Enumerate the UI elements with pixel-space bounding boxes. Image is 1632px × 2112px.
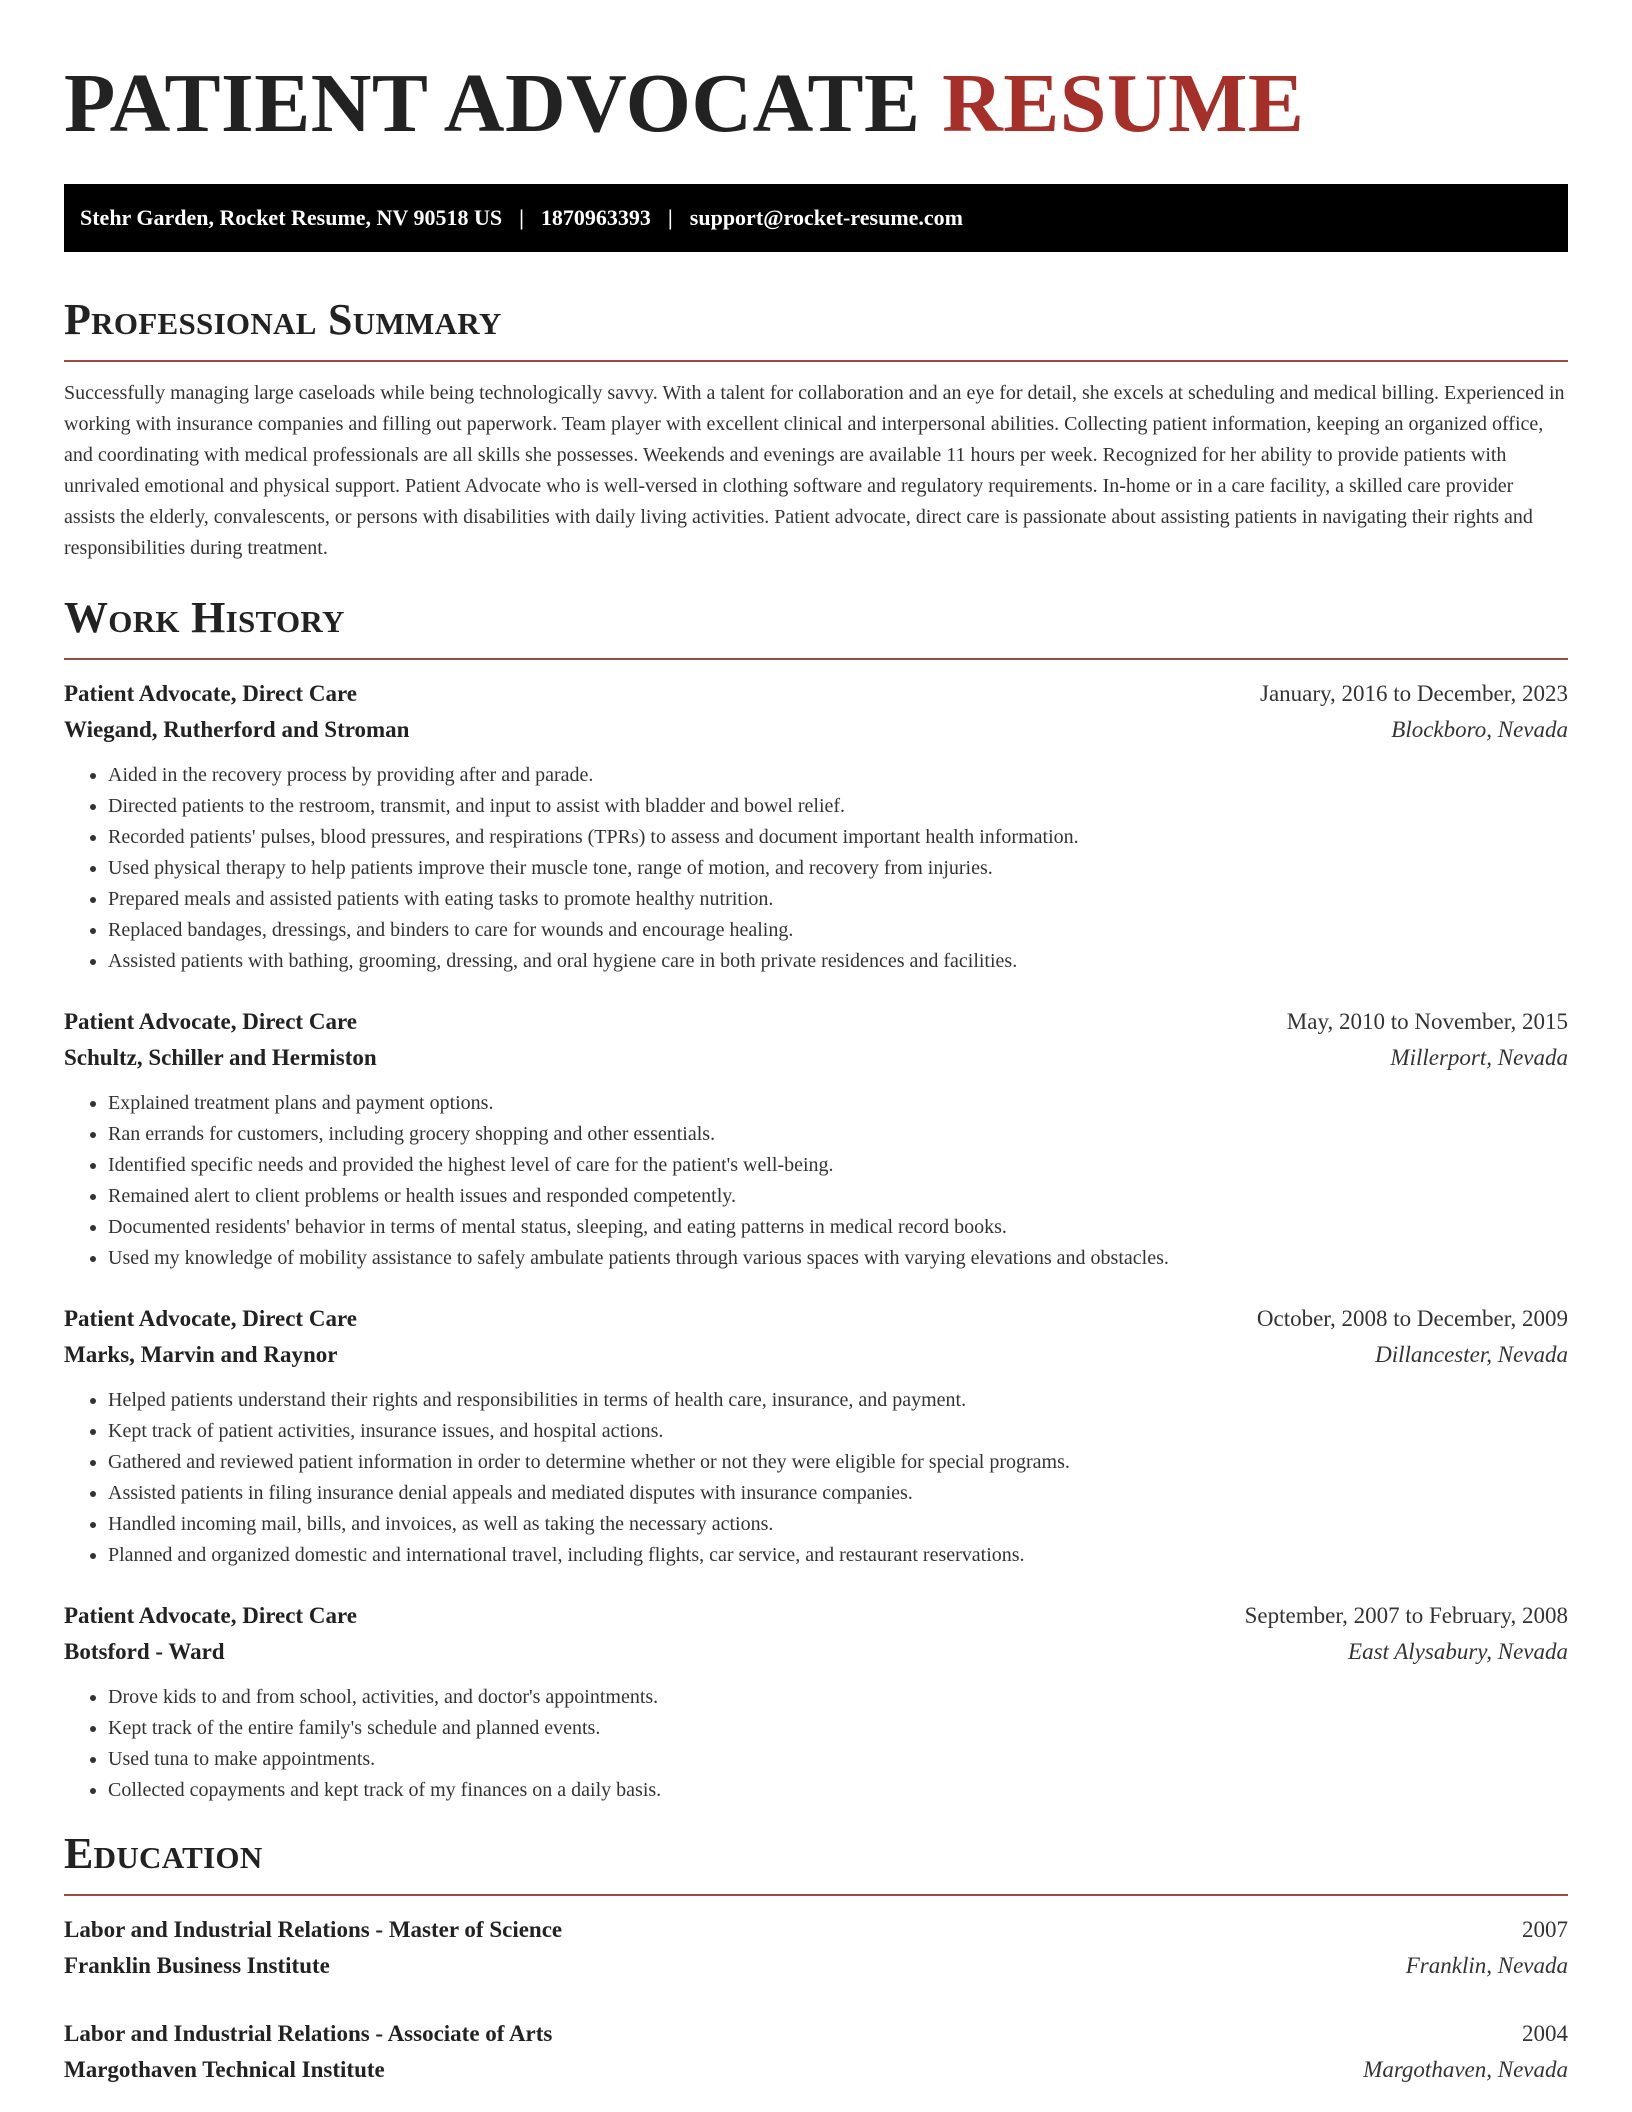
job-title: Patient Advocate, Direct Care xyxy=(64,681,357,706)
resume-title xyxy=(64,0,1568,152)
section-divider xyxy=(64,1894,1568,1896)
contact-separator: | xyxy=(667,205,673,230)
job-entry xyxy=(64,1301,1568,1571)
job-entry xyxy=(64,1598,1568,1806)
job-location: Dillancester, Nevada xyxy=(1375,1342,1568,1367)
job-entry xyxy=(64,1004,1568,1274)
section-heading-work-history: Work History xyxy=(64,593,345,642)
job-duty-item: • Explained treatment plans and payment options. xyxy=(108,1088,1568,1119)
job-duty-item: • Directed patients to the restroom, transmit, and input to assist with bladder and bowel relief. xyxy=(108,791,1568,822)
education-location: Franklin, Nevada xyxy=(1405,1953,1568,1978)
education-school: Franklin Business Institute xyxy=(64,1953,330,1978)
job-duty-item: • Prepared meals and assisted patients with eating tasks to promote healthy nutrition. xyxy=(108,884,1568,915)
job-duty-item: • Assisted patients with bathing, grooming, dressing, and oral hygiene care in both private residences and facilities. xyxy=(108,946,1568,977)
section-divider xyxy=(64,658,1568,660)
job-duty-item: • Kept track of the entire family's schedule and planned events. xyxy=(108,1713,1568,1744)
job-dates: October, 2008 to December, 2009 xyxy=(1256,1306,1568,1331)
education-entry xyxy=(64,1912,1568,1984)
job-duty-item: • Recorded patients' pulses, blood pressures, and respirations (TPRs) to assess and document important health information. xyxy=(108,822,1568,853)
job-duty-item: • Assisted patients in filing insurance denial appeals and mediated disputes with insurance companies. xyxy=(108,1478,1568,1509)
job-duty-item: • Ran errands for customers, including grocery shopping and other essentials. xyxy=(108,1119,1568,1150)
job-duties-list xyxy=(64,1088,1568,1274)
section-divider xyxy=(64,360,1568,362)
job-title: Patient Advocate, Direct Care xyxy=(64,1009,357,1034)
job-duty-item: • Planned and organized domestic and international travel, including flights, car service, and restaurant reservations. xyxy=(108,1540,1568,1571)
contact-bar xyxy=(64,184,1568,252)
education-section xyxy=(64,1828,1568,2088)
job-duty-item: • Used physical therapy to help patients improve their muscle tone, range of motion, and recovery from injuries. xyxy=(108,853,1568,884)
education-entry xyxy=(64,2016,1568,2088)
education-year: 2007 xyxy=(1522,1917,1568,1942)
job-duty-item: • Used my knowledge of mobility assistance to safely ambulate patients through various spaces with varying elevations and obstacles. xyxy=(108,1243,1568,1274)
job-duty-item: • Used tuna to make appointments. xyxy=(108,1744,1568,1775)
work-history-section xyxy=(64,592,1568,1806)
job-company: Wiegand, Rutherford and Stroman xyxy=(64,717,410,742)
contact-phone[interactable]: 1870963393 xyxy=(540,205,651,230)
job-duty-item: • Aided in the recovery process by providing after and parade. xyxy=(108,760,1568,791)
job-duty-item: • Identified specific needs and provided the highest level of care for the patient's well-being. xyxy=(108,1150,1568,1181)
job-location: Millerport, Nevada xyxy=(1390,1045,1568,1070)
job-dates: September, 2007 to February, 2008 xyxy=(1244,1603,1568,1628)
job-duties-list xyxy=(64,1385,1568,1571)
job-duty-item: • Handled incoming mail, bills, and invoices, as well as taking the necessary actions. xyxy=(108,1509,1568,1540)
job-duty-item: • Gathered and reviewed patient information in order to determine whether or not they were eligible for special programs. xyxy=(108,1447,1568,1478)
job-entry xyxy=(64,676,1568,977)
job-dates: May, 2010 to November, 2015 xyxy=(1286,1009,1568,1034)
contact-address: Stehr Garden, Rocket Resume, NV 90518 US xyxy=(80,205,503,230)
job-duties-list xyxy=(64,1682,1568,1806)
title-accent: RESUME xyxy=(942,57,1305,150)
job-location: Blockboro, Nevada xyxy=(1391,717,1568,742)
job-duty-item: • Drove kids to and from school, activities, and doctor's appointments. xyxy=(108,1682,1568,1713)
job-duty-item: • Replaced bandages, dressings, and binders to care for wounds and encourage healing. xyxy=(108,915,1568,946)
education-degree: Labor and Industrial Relations - Associate of Arts xyxy=(64,2021,553,2046)
title-main: PATIENT ADVOCATE xyxy=(64,57,921,150)
job-company: Botsford - Ward xyxy=(64,1639,225,1664)
section-heading-education: Education xyxy=(64,1829,263,1878)
contact-separator: | xyxy=(519,205,524,230)
job-dates: January, 2016 to December, 2023 xyxy=(1260,681,1568,706)
job-duty-item: • Documented residents' behavior in terms of mental status, sleeping, and eating patterns in medical record books. xyxy=(108,1212,1568,1243)
contact-email[interactable]: support@rocket-resume.com xyxy=(689,205,963,230)
job-duty-item: • Helped patients understand their rights and responsibilities in terms of health care, insurance, and payment. xyxy=(108,1385,1568,1416)
job-duty-item: • Kept track of patient activities, insurance issues, and hospital actions. xyxy=(108,1416,1568,1447)
summary-text: Successfully managing large caseloads while being technologically savvy. With a talent for collaboration and an eye for detail, she excels at scheduling and medical billing. Experienced in working with insurance companies and filling out paperwork. Team player with excellent clinical and interpersonal abilities. Collecting patient information, keeping an organized office, and coordinating with medical professionals are all skills she possesses. Weekends and evenings are available 11 hours per week. Recognized for her ability to provide patients with unrivaled emotional and physical support. Patient Advocate who is well-versed in clothing software and regulatory requirements. In-home or in a care facility, a skilled care provider assists the elderly, convalescents, or persons with disabilities with daily living activities. Patient advocate, direct care is passionate about assisting patients in navigating their rights and responsibilities during treatment. xyxy=(64,382,1565,559)
education-school: Margothaven Technical Institute xyxy=(64,2057,385,2082)
job-duties-list xyxy=(64,760,1568,977)
job-title: Patient Advocate, Direct Care xyxy=(64,1603,357,1628)
job-location: East Alysabury, Nevada xyxy=(1348,1639,1568,1664)
education-year: 2004 xyxy=(1522,2021,1568,2046)
education-location: Margothaven, Nevada xyxy=(1363,2057,1568,2082)
section-heading-summary: Professional Summary xyxy=(64,295,502,344)
job-duty-item: • Remained alert to client problems or health issues and responded competently. xyxy=(108,1181,1568,1212)
summary-section xyxy=(64,294,1568,564)
education-degree: Labor and Industrial Relations - Master of Science xyxy=(64,1917,563,1942)
job-title: Patient Advocate, Direct Care xyxy=(64,1306,357,1331)
job-company: Marks, Marvin and Raynor xyxy=(64,1342,338,1367)
job-company: Schultz, Schiller and Hermiston xyxy=(64,1045,377,1070)
job-duty-item: • Collected copayments and kept track of my finances on a daily basis. xyxy=(108,1775,1568,1806)
